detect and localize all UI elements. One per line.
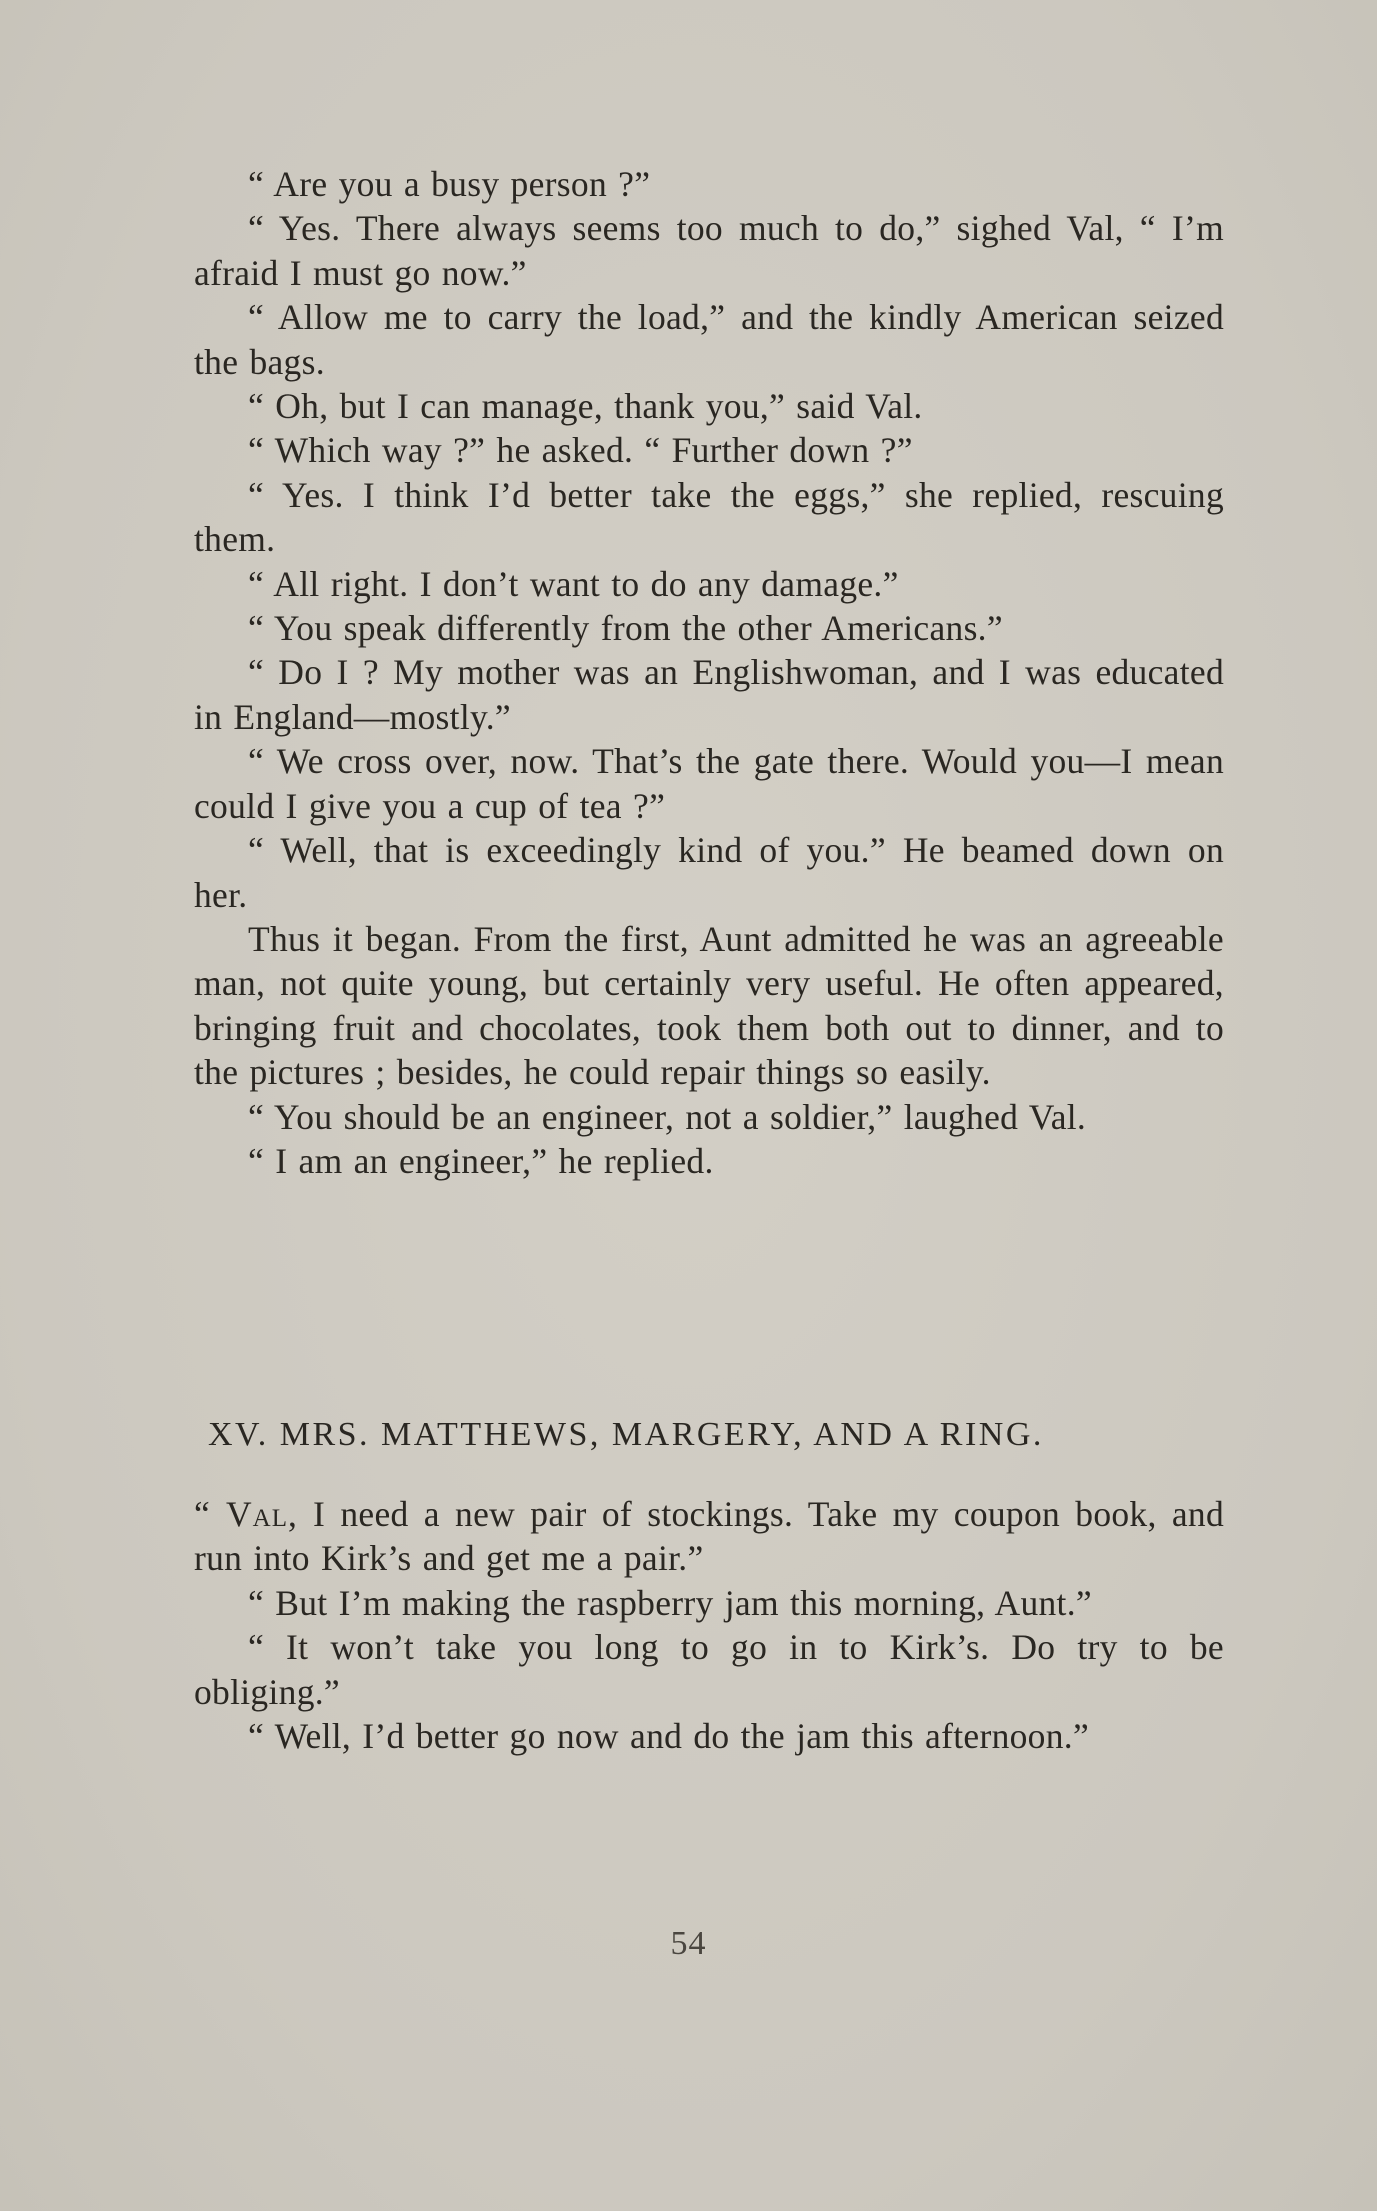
paragraph: “ Are you a busy person ?”: [248, 164, 651, 204]
paragraph: “ We cross over, now. That’s the gate there. Would you—I mean could I give you a cup of tea ?”: [194, 741, 1224, 826]
text-block-before-chapter: [194, 162, 1224, 1183]
chapter-opening-lead: “ Val,: [194, 1494, 298, 1534]
chapter-opening-paragraph: [194, 1492, 1224, 1581]
paragraph: “ You should be an engineer, not a soldier,” laughed Val.: [248, 1096, 1087, 1137]
paragraph: “ Well, that is exceedingly kind of you.” He beamed down on her.: [194, 830, 1224, 915]
chapter-opening-rest: I need a new pair of stockings. Take my coupon book, and run into Kirk’s and get me a pair.”: [194, 1494, 1225, 1579]
paragraph: “ All right. I don’t want to do any damage.”: [248, 563, 899, 604]
paragraph: “ It won’t take you long to go in to Kirk’s. Do try to be obliging.”: [194, 1627, 1224, 1712]
paragraph: “ Yes. There always seems too much to do,” sighed Val, “ I’m afraid I must go now.”: [194, 208, 1224, 293]
paragraph: “ Yes. I think I’d better take the eggs,” she replied, rescuing them.: [194, 474, 1224, 560]
chapter-heading: XV. MRS. MATTHEWS, MARGERY, AND A RING.: [208, 1416, 1044, 1453]
paragraph: “ Oh, but I can manage, thank you,” said Val.: [248, 386, 923, 427]
paragraph: “ Allow me to carry the load,” and the kindly American seized the bags.: [194, 297, 1224, 382]
page-number: 54: [670, 1925, 707, 1962]
paragraph: “ Which way ?” he asked. “ Further down ?”: [248, 430, 913, 471]
paragraph: “ Do I ? My mother was an Englishwoman, and I was educated in England—mostly.”: [194, 652, 1224, 737]
paragraph: “ Well, I’d better go now and do the jam this afternoon.”: [248, 1716, 1090, 1757]
text-block-chapter-opening: [194, 1492, 1224, 1758]
paragraph: “ But I’m making the raspberry jam this morning, Aunt.”: [248, 1582, 1092, 1623]
paragraph: “ I am an engineer,” he replied.: [248, 1140, 714, 1181]
paragraph: Thus it began. From the first, Aunt admitted he was an agreeable man, not quite young, but certainly very useful. He often appeared, bringing fruit and chocolates, took them both out to dinner, and to the pictures ; besides, he could repair things so easily.: [194, 918, 1224, 1093]
paragraph: “ You speak differently from the other Americans.”: [248, 608, 1003, 649]
